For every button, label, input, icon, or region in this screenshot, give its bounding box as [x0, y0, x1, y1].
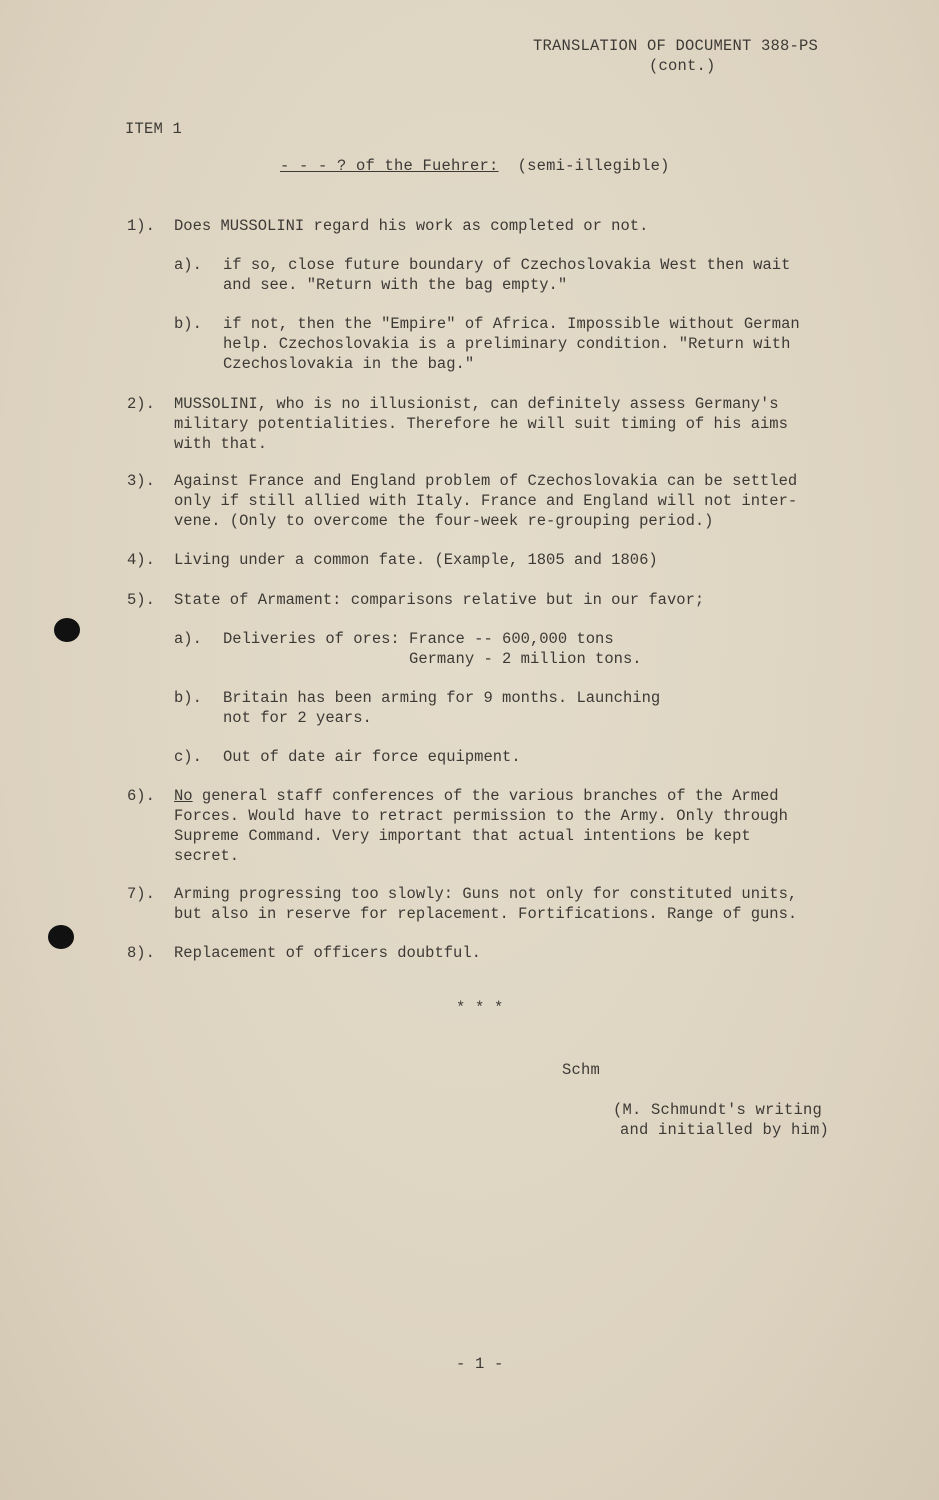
- point-number: 6).: [127, 787, 155, 805]
- point-text: Arming progressing too slowly: Guns not only for constituted units, but also in reserve for replacement. Fortifications. Range of guns.: [174, 885, 798, 923]
- item-label: ITEM 1: [125, 120, 183, 138]
- subpoint-number: a).: [174, 630, 202, 648]
- point-text: Does MUSSOLINI regard his work as completed or not.: [174, 217, 649, 235]
- point-text: Against France and England problem of Czechoslovakia can be settled only if still allied with Italy. France and England will not inter- vene. (Only to overcome the four-week re-grouping period.): [174, 472, 798, 530]
- point-text: Replacement of officers doubtful.: [174, 944, 481, 962]
- point-number: 2).: [127, 395, 155, 413]
- point-number: 7).: [127, 885, 155, 903]
- punch-hole: [54, 618, 80, 642]
- point-number: 8).: [127, 944, 155, 962]
- point-number: 4).: [127, 551, 155, 569]
- subtitle-note: (semi-illegible): [517, 157, 670, 175]
- annotation-line1: (M. Schmundt's writing: [613, 1101, 823, 1119]
- point-number: 1).: [127, 217, 155, 235]
- page-number: - 1 -: [456, 1355, 504, 1373]
- subpoint-number: a).: [174, 256, 202, 274]
- subtitle: [280, 156, 670, 176]
- point-text: MUSSOLINI, who is no illusionist, can definitely assess Germany's military potentialities. Therefore he will suit timing of his aims with that.: [174, 395, 788, 453]
- subpoint-text: Deliveries of ores: France -- 600,000 tons Germany - 2 million tons.: [223, 630, 642, 668]
- subpoint-number: b).: [174, 689, 202, 707]
- signature: Schm: [562, 1061, 601, 1079]
- header-title: TRANSLATION OF DOCUMENT 388-PS: [533, 37, 819, 55]
- point-number: 5).: [127, 591, 155, 609]
- point-text: Living under a common fate. (Example, 1805 and 1806): [174, 551, 658, 569]
- subpoint-text: Out of date air force equipment.: [223, 748, 521, 766]
- header-cont: (cont.): [649, 57, 716, 75]
- point-number: 3).: [127, 472, 155, 490]
- subpoint-text: if not, then the "Empire" of Africa. Impossible without German help. Czechoslovakia is a preliminary condition. "Return with Czechoslovakia in the bag.": [223, 315, 800, 373]
- separator: * * *: [456, 999, 504, 1017]
- subpoint-number: b).: [174, 315, 202, 333]
- point-lead: No: [174, 787, 193, 805]
- punch-hole: [48, 925, 74, 949]
- point-text: [174, 786, 788, 866]
- subpoint-number: c).: [174, 748, 202, 766]
- point-body: general staff conferences of the various branches of the Armed Forces. Would have to retract permission to the Army. Only through Supreme Command. Very important that actual intentions be kept secret.: [174, 787, 788, 865]
- subpoint-text: Britain has been arming for 9 months. Launching not for 2 years.: [223, 689, 661, 727]
- annotation-line2: and initialled by him): [620, 1121, 830, 1139]
- subtitle-underlined: - - - ? of the Fuehrer:: [280, 157, 499, 175]
- subpoint-text: if so, close future boundary of Czechoslovakia West then wait and see. "Return with the bag empty.": [223, 256, 791, 294]
- point-text: State of Armament: comparisons relative but in our favor;: [174, 591, 705, 609]
